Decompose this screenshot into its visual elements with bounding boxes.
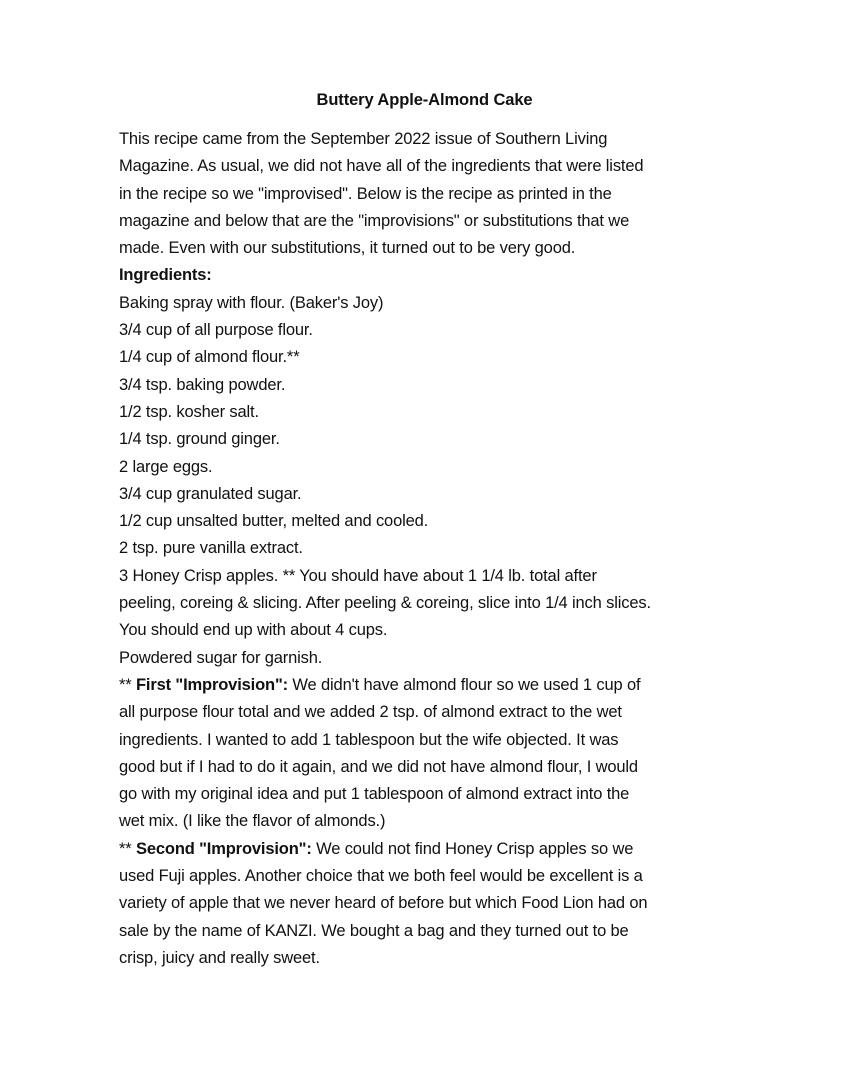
second-improvision-line: crisp, juicy and really sweet. — [119, 948, 320, 967]
ingredient-item: 1/2 cup unsalted butter, melted and cooled. — [119, 512, 429, 531]
second-improvision-label: Second "Improvision": — [135, 839, 312, 858]
ingredient-item: 3/4 tsp. baking powder. — [119, 375, 286, 394]
intro-line: made. Even with our substitutions, it turned out to be very good. — [119, 239, 576, 258]
ingredients-heading: Ingredients: — [119, 266, 212, 285]
ingredient-item: 1/4 cup of almond flour.** — [119, 348, 300, 367]
first-improvision-first-line — [119, 672, 739, 699]
first-improvision-label: First "Improvision": — [135, 675, 288, 694]
intro-paragraph — [119, 126, 739, 262]
second-improvision-first-line — [119, 836, 739, 863]
note-marker: ** — [119, 675, 136, 694]
ingredient-item: 1/4 tsp. ground ginger. — [119, 430, 280, 449]
first-improvision-line: wet mix. (I like the flavor of almonds.) — [119, 812, 386, 831]
intro-line: Magazine. As usual, we did not have all of the ingredients that were listed — [119, 157, 644, 176]
second-improvision-line: variety of apple that we never heard of before but which Food Lion had on — [119, 894, 648, 913]
ingredient-item: 2 tsp. pure vanilla extract. — [119, 539, 303, 558]
ingredient-item: peeling, coreing & slicing. After peeling & coreing, slice into 1/4 inch slices. — [119, 594, 651, 613]
recipe-title: Buttery Apple-Almond Cake — [316, 91, 533, 109]
ingredient-item: You should end up with about 4 cups. — [119, 621, 388, 640]
first-improvision-note — [119, 672, 739, 836]
ingredients-list — [119, 290, 739, 672]
first-improvision-text: We didn't have almond flour so we used 1 cup of — [287, 675, 641, 694]
first-improvision-line: good but if I had to do it again, and we did not have almond flour, I would — [119, 757, 638, 776]
ingredient-item: Powdered sugar for garnish. — [119, 648, 323, 667]
first-improvision-line: ingredients. I wanted to add 1 tablespoon but the wife objected. It was — [119, 730, 619, 749]
ingredient-item: 3/4 cup granulated sugar. — [119, 484, 302, 503]
recipe-body — [119, 126, 739, 972]
second-improvision-line: sale by the name of KANZI. We bought a bag and they turned out to be — [119, 921, 629, 940]
intro-line: in the recipe so we "improvised". Below is the recipe as printed in the — [119, 184, 612, 203]
second-improvision-text: We could not find Honey Crisp apples so we — [311, 839, 634, 858]
intro-line: This recipe came from the September 2022 issue of Southern Living — [119, 130, 608, 148]
intro-line: magazine and below that are the "improvisions" or substitutions that we — [119, 211, 630, 230]
ingredient-item: 3/4 cup of all purpose flour. — [119, 321, 313, 340]
second-improvision-line: used Fuji apples. Another choice that we both feel would be excellent is a — [119, 867, 643, 886]
first-improvision-line: go with my original idea and put 1 tablespoon of almond extract into the — [119, 785, 630, 804]
ingredient-item: Baking spray with flour. (Baker's Joy) — [119, 293, 384, 312]
second-improvision-note — [119, 836, 739, 972]
ingredient-item: 3 Honey Crisp apples. ** You should have about 1 1/4 lb. total after — [119, 566, 597, 585]
first-improvision-line: all purpose flour total and we added 2 tsp. of almond extract to the wet — [119, 703, 622, 722]
note-marker: ** — [119, 839, 136, 858]
ingredient-item: 1/2 tsp. kosher salt. — [119, 402, 259, 421]
ingredient-item: 2 large eggs. — [119, 457, 213, 476]
